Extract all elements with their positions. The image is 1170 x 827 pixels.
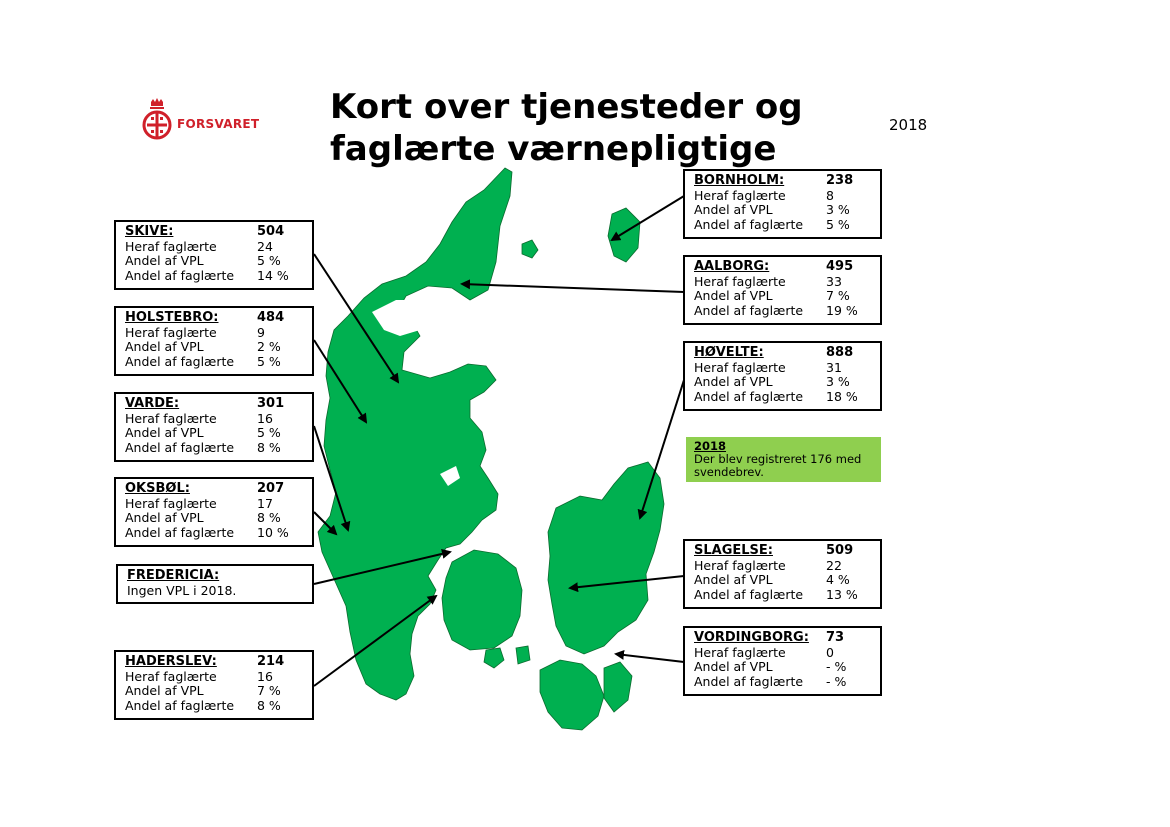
vpl-share-value: 7 % xyxy=(826,288,850,304)
location-name: AALBORG: xyxy=(694,259,770,274)
skilled-share-value: 13 % xyxy=(826,586,858,602)
location-name: HADERSLEV: xyxy=(125,654,217,669)
location-total: 301 xyxy=(257,396,285,411)
skilled-share-label: Andel af faglærte xyxy=(125,697,235,713)
logo-text: FORSVARET xyxy=(177,117,260,131)
vpl-share-label: Andel af VPL xyxy=(125,510,204,526)
location-box-bornholm xyxy=(683,169,882,239)
vpl-share-label: Andel af VPL xyxy=(125,683,204,699)
location-name: OKSBØL: xyxy=(125,481,190,496)
arrow-aalborg xyxy=(462,284,684,292)
skilled-share-label: Andel af faglærte xyxy=(694,216,804,232)
location-name: VARDE: xyxy=(125,396,180,411)
lolland-island xyxy=(540,660,604,730)
skilled-share-value: 5 % xyxy=(257,353,281,369)
skilled-value: 33 xyxy=(826,273,842,289)
location-name: SKIVE: xyxy=(125,224,174,239)
note-title: 2018 xyxy=(694,439,727,453)
vpl-share-label: Andel af VPL xyxy=(694,288,773,304)
small-island xyxy=(522,240,538,258)
small-island xyxy=(484,648,504,668)
location-box-hovelte xyxy=(683,341,882,411)
skilled-share-value: 5 % xyxy=(826,216,850,232)
year-label: 2018 xyxy=(889,116,928,134)
vpl-share-label: Andel af VPL xyxy=(694,572,773,588)
note-text: Der blev registreret 176 med svendebrev. xyxy=(694,452,862,479)
skilled-value: 24 xyxy=(257,238,273,254)
location-box-skive xyxy=(114,220,314,290)
skilled-share-label: Andel af faglærte xyxy=(125,439,235,455)
location-note: Ingen VPL i 2018. xyxy=(127,582,237,598)
skilled-share-label: Andel af faglærte xyxy=(125,267,235,283)
skilled-share-label: Andel af faglærte xyxy=(125,524,235,540)
zealand-island xyxy=(548,462,664,654)
vpl-share-label: Andel af VPL xyxy=(694,202,773,218)
vpl-share-label: Andel af VPL xyxy=(125,425,204,441)
note-box-2018 xyxy=(686,437,881,482)
skilled-share-value: 8 % xyxy=(257,439,281,455)
location-box-slagelse xyxy=(683,539,882,609)
skilled-share-label: Andel af faglærte xyxy=(694,673,804,689)
location-name: HØVELTE: xyxy=(694,345,764,360)
location-box-holstebro xyxy=(114,306,314,376)
location-box-haderslev xyxy=(114,650,314,720)
funen-island xyxy=(442,550,522,650)
location-box-fredericia xyxy=(116,564,314,604)
location-total: 495 xyxy=(826,259,854,274)
vpl-share-label: Andel af VPL xyxy=(125,253,204,269)
skilled-label: Heraf faglærte xyxy=(694,187,786,203)
location-name: FREDERICIA: xyxy=(127,568,220,583)
location-total: 484 xyxy=(257,310,285,325)
skilled-label: Heraf faglærte xyxy=(125,668,217,684)
skilled-value: 31 xyxy=(826,359,842,375)
location-name: SLAGELSE: xyxy=(694,543,773,558)
skilled-value: 16 xyxy=(257,668,273,684)
location-box-varde xyxy=(114,392,314,462)
skilled-label: Heraf faglærte xyxy=(694,359,786,375)
vpl-share-value: 5 % xyxy=(257,253,281,269)
vpl-share-value: 7 % xyxy=(257,683,281,699)
location-total: 207 xyxy=(257,481,285,496)
location-total: 888 xyxy=(826,345,854,360)
title-line-1: Kort over tjenesteder og xyxy=(330,87,803,127)
location-total: 504 xyxy=(257,224,285,239)
skilled-label: Heraf faglærte xyxy=(125,495,217,511)
skilled-label: Heraf faglærte xyxy=(694,273,786,289)
location-name: HOLSTEBRO: xyxy=(125,310,219,325)
location-box-vordingborg xyxy=(683,626,882,696)
vpl-share-value: - % xyxy=(826,659,847,675)
location-total: 238 xyxy=(826,173,854,188)
location-name: VORDINGBORG: xyxy=(694,630,809,645)
vpl-share-label: Andel af VPL xyxy=(694,374,773,390)
skilled-label: Heraf faglærte xyxy=(694,557,786,573)
location-total: 509 xyxy=(826,543,854,558)
skilled-label: Heraf faglærte xyxy=(125,324,217,340)
skilled-value: 17 xyxy=(257,495,273,511)
location-total: 73 xyxy=(826,630,845,645)
skilled-share-value: 19 % xyxy=(826,302,858,318)
vpl-share-value: 2 % xyxy=(257,339,281,355)
vpl-share-label: Andel af VPL xyxy=(125,339,204,355)
vpl-share-value: 4 % xyxy=(826,572,850,588)
skilled-share-label: Andel af faglærte xyxy=(125,353,235,369)
bornholm-island xyxy=(608,208,640,262)
skilled-value: 9 xyxy=(257,324,265,340)
skilled-share-label: Andel af faglærte xyxy=(694,388,804,404)
skilled-share-value: - % xyxy=(826,673,847,689)
vpl-share-value: 8 % xyxy=(257,510,281,526)
location-box-oksbol xyxy=(114,477,314,547)
falster-island xyxy=(604,662,632,712)
skilled-value: 0 xyxy=(826,644,834,660)
location-total: 214 xyxy=(257,654,285,669)
vpl-share-label: Andel af VPL xyxy=(694,659,773,675)
skilled-share-value: 18 % xyxy=(826,388,858,404)
vpl-share-value: 5 % xyxy=(257,425,281,441)
skilled-share-value: 8 % xyxy=(257,697,281,713)
skilled-label: Heraf faglærte xyxy=(694,644,786,660)
skilled-label: Heraf faglærte xyxy=(125,410,217,426)
vpl-share-value: 3 % xyxy=(826,202,850,218)
skilled-share-value: 14 % xyxy=(257,267,289,283)
skilled-value: 22 xyxy=(826,557,842,573)
skilled-share-value: 10 % xyxy=(257,524,289,540)
skilled-value: 8 xyxy=(826,187,834,203)
skilled-share-label: Andel af faglærte xyxy=(694,302,804,318)
vpl-share-value: 3 % xyxy=(826,374,850,390)
location-box-aalborg xyxy=(683,255,882,325)
skilled-share-label: Andel af faglærte xyxy=(694,586,804,602)
title-line-2: faglærte værnepligtige xyxy=(330,129,777,169)
small-island xyxy=(516,646,530,664)
location-name: BORNHOLM: xyxy=(694,173,785,188)
skilled-label: Heraf faglærte xyxy=(125,238,217,254)
skilled-value: 16 xyxy=(257,410,273,426)
arrow-vordingborg xyxy=(616,654,684,662)
